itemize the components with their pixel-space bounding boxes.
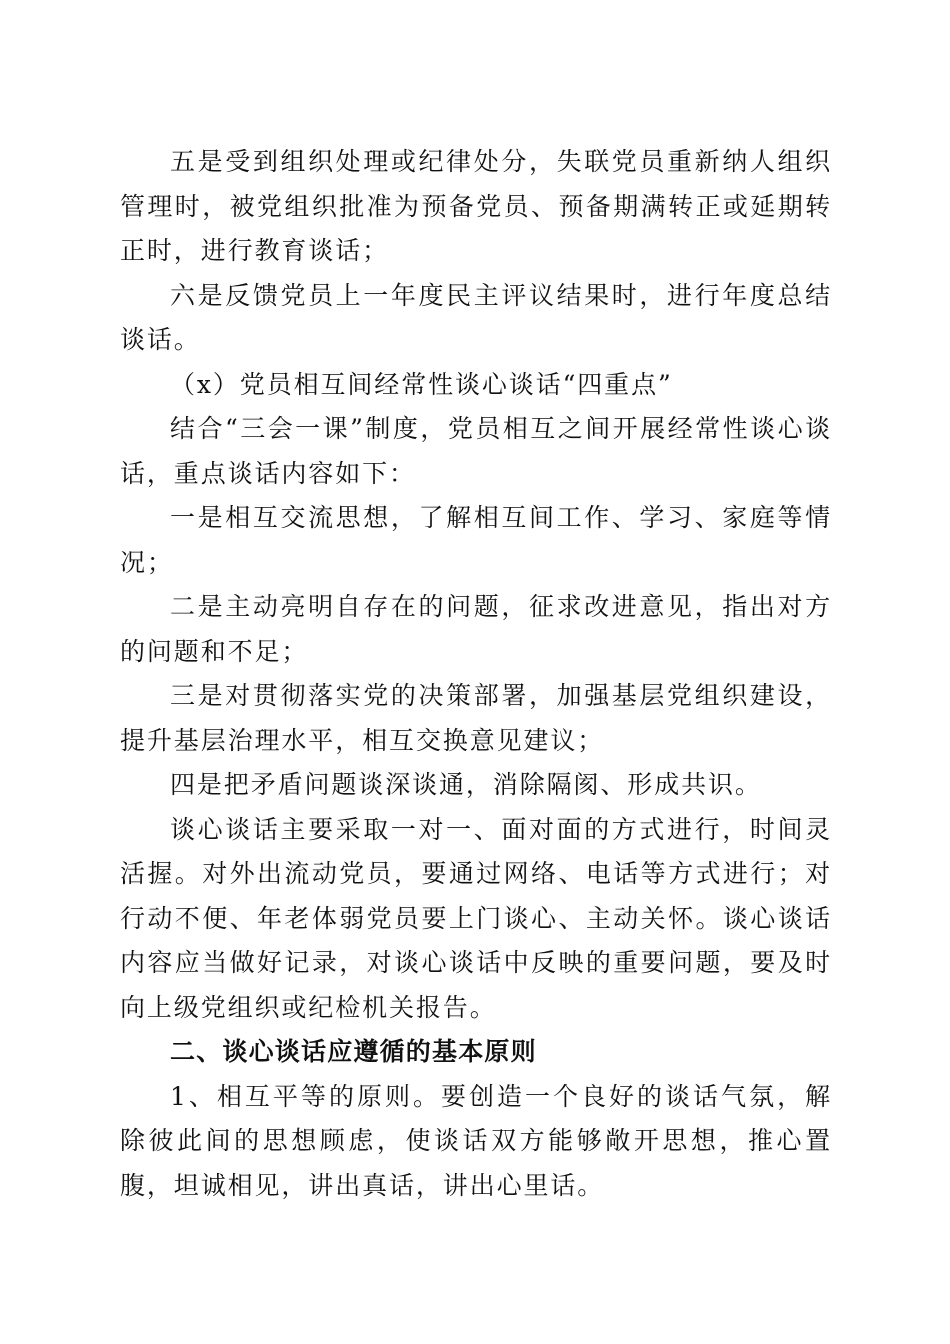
- paragraph-point-4: 四是把矛盾问题谈深谈通，消除隔阂、形成共识。: [170, 770, 762, 799]
- paragraph-item-5-talk: 五是受到组织处理或纪律处分，失联党员重新纳人组织管理时，被党组织批准为预备党员、预备期满转正或延期转正时，进行教育谈话；: [120, 147, 832, 265]
- paragraph-principle-1: 1、相互平等的原则。要创造一个良好的谈话气氛，解除彼此间的思想顾虑，使谈话双方能够敞开思想，推心置腹，坦诚相见，讲出真话，讲出心里话。: [120, 1081, 832, 1200]
- paragraph-point-2: 二是主动亮明自存在的问题，征求改进意见，指出对方的问题和不足；: [120, 592, 832, 666]
- section-heading-basic-principles: 二、谈心谈话应遵循的基本原则: [170, 1037, 537, 1066]
- paragraph-intro-content: 结合“三会一课”制度，党员相互之间开展经常性谈心谈话，重点谈话内容如下：: [120, 414, 832, 488]
- paragraph-point-3: 三是对贯彻落实党的决策部署，加强基层党组织建设，提升基层治理水平，相互交换意见建议；: [120, 681, 832, 755]
- paragraph-method: 谈心谈话主要采取一对一、面对面的方式进行，时间灵活握。对外出流动党员，要通过网络、电话等方式进行；对行动不便、年老体弱党员要上门谈心、主动关怀。谈心谈话内容应当做好记录，对谈心谈话中反映的重要问题，要及时向上级党组织或纪检机关报告。: [120, 814, 832, 1022]
- document-body: [120, 140, 832, 1208]
- paragraph-point-1: 一是相互交流思想，了解相互间工作、学习、家庭等情况；: [120, 503, 832, 577]
- subsection-heading-four-key-points: （x）党员相互间经常性谈心谈话“四重点”: [170, 369, 673, 399]
- paragraph-item-6-talk: 六是反馈党员上一年度民主评议结果时，进行年度总结谈话。: [120, 280, 832, 354]
